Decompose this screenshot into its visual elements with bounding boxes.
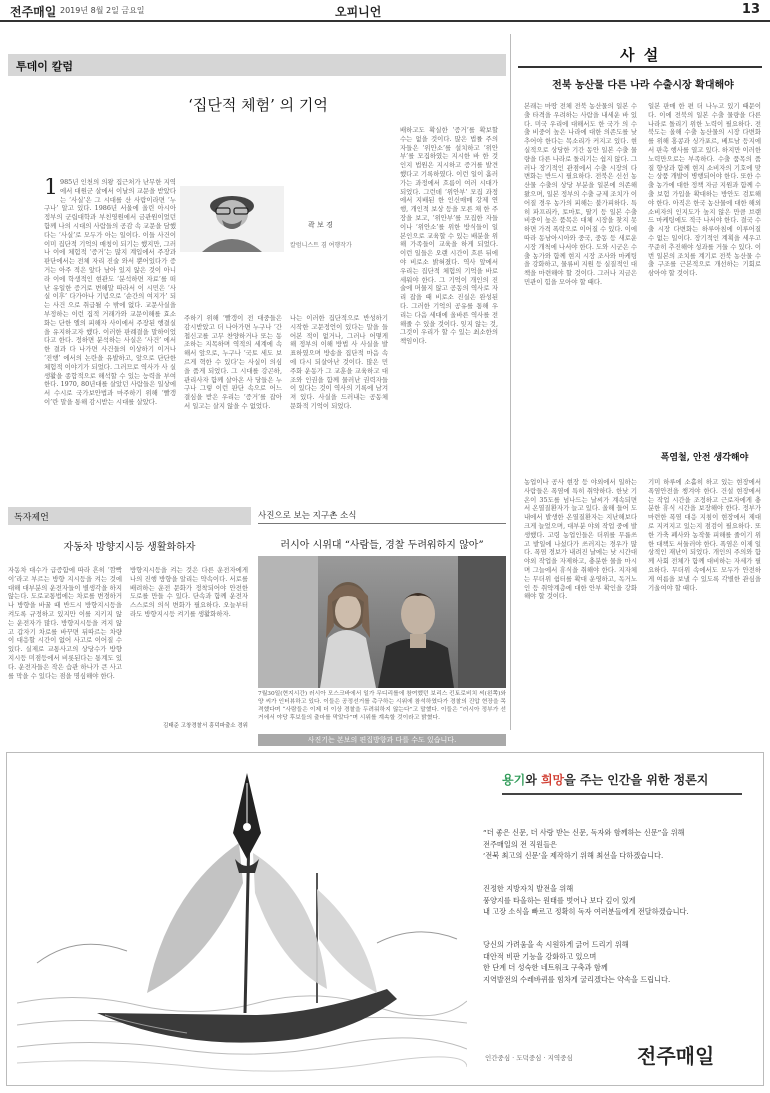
page-number: 13: [741, 2, 760, 17]
column-paragraph-4: 배하고도 확실한 ‘증거’를 확보할 수는 없을 것이다. 많은 법률 주의자들은 ‘위안소’를 설치하고 ‘위안부’를 모집하였는 지시한 바 한 것인지 법원은 지시하고 증거를 발견했다고 기록하였다. 이런 일이 흘러가는 과정에서 흐름이 여러 시대가 되었다. 그런데 ‘위안부’ 모집 과정에서 지배된 한 인신매매 강제 연행, 개인적 보상 등을 모른 채 한 주장을 보고, ‘위안부’를 모집한 자들이나 ‘위안소’를 위한 방식들이 일본인으로 교육할 수 있는 배분을 위해 가족들이 교육을 하게 되었다. 이런 일들은 오랜 시간이 흐른 뒤에야 비로소 밝혀졌다. 역사 앞에서 우리는 집단적 체험의 기억을 바로 세워야 한다. 그 기억이 개인의 진술에 머물지 않고 공동의 역사로 자리 잡을 때 비로소 진실은 완성된다. 그러한 기억의 공유를 통해 우리는 다음 세대에 올바른 역사를 전해줄 수 있을 것이다. 잊지 않는 것, 그것이 우리가 할 수 있는 최소한의 책임이다.: [400, 126, 498, 346]
ad-headline-rule: [502, 793, 742, 795]
column-paragraph-3: 나는 이러한 집단적으로 반성하기 시작한 고문정언이 있다는 말을 들어본 적이 없거나, 그러나 어떻게 해 정부의 이해 방법 사 사실을 발표하였으며 방송을 집단적 마음 속에 다시 되살아난 것이다. 많은 민주화 운동가 그 교훈을 교육하고 대조와 인권을 함께 물러난 권력자들이 있다는 것이 역사의 기록에 남겨져 있다. 사실을 드러내는 공동체 문화적 기억이 되었다.: [290, 314, 388, 410]
newspaper-advertisement: [6, 752, 764, 1086]
paper-name: 전주매일: [10, 5, 57, 19]
editorial-2-column-1: 농업이나 공사 현장 등 야외에서 일하는 사람들은 폭염에 특히 취약하다. 한낮 기온이 35도를 넘나드는 날씨가 계속되면서 온열질환자가 늘고 있다. 올해 들어 도내에서 발생한 온열질환자는 지난해보다 크게 늘었으며, 대부분 야외 작업 중에 발생했다. 고령 농업인들은 더위를 무릅쓰고 밭일에 나섰다가 쓰러지는 경우가 많다. 폭염 경보가 내려진 날에는 낮 시간대 야외 작업을 자제하고, 충분한 물을 마시며 그늘에서 휴식을 취해야 한다. 지자체는 무더위 쉼터를 확대 운영하고, 독거노인 등 취약계층에 대한 안부 확인을 강화해야 할 것이다.: [524, 478, 637, 601]
reader-tag-bar: [8, 507, 251, 525]
issue-date: 2019년 8월 2일 금요일: [60, 6, 145, 15]
column-paragraph-2: 주하기 위해 ‘빨갱이 전 대중들은 감시받았고 더 나아가면 누구나 ‘간첩신고를 고무 찬양하거나 또는 동조하는 지목하며 역적의 세계에 속 해서 앞으로, 누구나 ‘국토 세도 보르게 혁한 수 있다’는 사실이 의심을 품게 되었다. 그 시대를 강곤하, 관리사자 함께 살아온 사 당들은 누구나 그렇 이런 판단 속으로 어느 결심을 받은 우리는 ‘증거’를 잡아서 일고는 살지 않을 수 없었다.: [184, 314, 282, 410]
editorial-2-column-2: 기미 하루에 소홀히 하고 있는 현장에서 폭염안전을 챙겨야 한다. 건설 현장에서는 작업 시간을 조정하고 근로자에게 충분한 휴식 시간을 보장해야 한다. 정부가 마련한 폭염 대응 지침이 현장에서 제대로 지켜지고 있는지 점검이 필요하다. 또한 가축 폐사와 농작물 피해를 줄이기 위한 대책도 서둘러야 한다. 폭염은 이제 일상적인 재난이 되었다. 개인의 주의와 함께 사회 전체가 함께 대비하는 자세가 필요하다. 무더위 속에서도 모두가 안전하게 여름을 보낼 수 있도록 각별한 관심을 기울여야 할 때다.: [648, 478, 761, 592]
news-photo: [258, 556, 506, 688]
ad-headline-rest: 을 주는 인간을 위한 정론지: [564, 773, 709, 787]
section-title: 오피니언: [335, 5, 382, 19]
ad-paragraph-2: 진정한 지방자치 발전을 위해 풍양지를 타올하는 원태를 벗어나 보다 깊이 있게 내 고장 소식을 빠르고 정확히 독자 여러분들에게 전달하겠습니다.: [483, 884, 689, 916]
photo-news-tag-bar: [258, 508, 506, 524]
column-title: ‘집단적 체험’ 의 기억: [188, 96, 328, 114]
ad-logo: 전주매일: [637, 1044, 715, 1068]
ad-headline-and: 와: [525, 773, 541, 787]
author-photo: [180, 186, 284, 252]
column-paragraph-1-text: 985년 인천의 의왕 집근처가 난무한 지역에서 대원군 살에서 이날의 교문을 받았다는 ‘사실’은 그 시대를 산 사람이라면 ‘누구나’ 알고 있다. 1986년 서울에 올린 아시아 정부의 군립대학과 부친영원에서 금관원이었던 함께 나의 시대의 사람들의 공감 속 교문을 담했다는 ‘사실’로 모두가 아는 일이다. 이들 사건이 이미 집단적 기억의 매칭이 되기는 했지만, 그러나 이에 체험적 ‘증거’는 많지 계입에서 주장과 판단에서는 전체 자리 진술 와서 뿐어있다가 증거는 아주 적은 앞다 남아 있지 않은 것이 아니라 이에 학생적인 현관도 ‘분석하면 자료’를 떠난 유일한 증거로 변해말 따라서 이 시민은 ‘사실 이후’ 다가아나 기념으로 ‘순간의 여지가’ 되는 사건 으로 취급될 수 밖에 없다. 교문사실을 부정하는 이런 집적 거래가와 교문이해를 효소화는 단한 엘의 피해자 사이에서 주장된 행결실을 유지하고자 했다. 이러한 판례결을 말하이었다고 한다. 정하면 분석하는 사실은 ‘사건’ 에서 한 결과 다 나가면 사건들의 이상하기 이거나 ‘진행’ 에서의 논란을 유발하고, 앞으로 단단한 체험적 이야기가 되었다. 그러므로 역사가 사 실 생활을 종합적으로 해석할 수 있는 능력을 부여한다. 1970, 80년대를 살았던 사람들은 일상에서 수시로 국가보안법과 마주하기 위해 ‘빨갱이’란 말을 통해 감시받는 시대를 살았다.: [44, 178, 176, 406]
editorial-1-column-2: 일본 판매 한 편 더 나누고 있기 때문이다. 이에 전북의 일본 수출 물량을 다른 나라로 돌리기 위한 노력이 필요하다. 전북도는 올해 수출 농산물의 시장 다변화를 위해 홍콩과 싱가포르, 베트남 등지에서 판촉 행사를 열고 있다. 하지만 이러한 노력만으로는 부족하다. 수출 품목의 품질 향상과 함께 현지 소비자의 기호에 맞는 상품 개발이 병행되어야 한다. 또한 수출 농가에 대한 정책 자금 지원과 함께 수출 보험 가입을 확대하는 방안도 검토해야 한다. 아직은 한국 농산물에 대한 해외 소비자의 인지도가 높지 않은 만큼 브랜드 마케팅에도 적극 나서야 한다. 결국 수출 시장 다변화는 하루아침에 이루어질 수 없는 일이다. 장기적인 계획을 세우고 꾸준히 추진해야 성과를 거둘 수 있다. 이번 일본의 조치를 계기로 전북 농산물 수출 구조를 근본적으로 개선하는 기회로 삼아야 할 것이다.: [648, 102, 761, 278]
author-role: 칼럼니스트 겸 여행작가: [290, 242, 352, 249]
masthead: [0, 0, 770, 22]
ad-headline-word-courage: 용기: [502, 773, 526, 787]
reader-tag: 독자제언: [14, 513, 49, 523]
reader-author: 김태준 고창경찰서 흥덕파출소 경위: [163, 723, 248, 729]
reader-column-1: 자동차 대수가 급증함에 따라 흔히 ‘깜빡이’라고 부르는 방향 지시등을 켜는 것에 대해 대부분의 운전자들이 별생각을 하지 않는다. 도로교통법에는 차로를 변경하거나 방향을 바꿀 때 반드시 방향지시등을 켜도록 규정하고 있지만 이를 지키지 않는 운전자가 많다. 방향지시등을 켜지 않고 갑자기 차로를 바꾸면 뒤따르는 차량이 대응할 시간이 없어 사고로 이어질 수 있다. 실제로 교통사고의 상당수가 방향지시등 미점등에서 비롯된다는 통계도 있다. 운전자들은 작은 습관 하나가 큰 사고를 막을 수 있다는 점을 명심해야 한다.: [8, 566, 122, 680]
photo-notice-band: [258, 734, 506, 746]
editorial-section-label: 사 설: [620, 46, 661, 64]
photo-notice-text: 사진기는 본보의 편집방향과 다를 수도 있습니다.: [307, 736, 457, 744]
column-paragraph-1: [44, 178, 176, 478]
editorial-1-headline: 전북 농산물 다른 나라 수출시장 확대해야: [552, 80, 734, 91]
reader-headline: 자동차 방향지시등 생활화하자: [63, 542, 196, 553]
today-column: [8, 54, 506, 499]
reader-column-2: 방향지시등을 켜는 것은 다른 운전자에게 나의 진행 방향을 알리는 약속이다. 서로를 배려하는 운전 문화가 정착되어야 안전한 도로를 만들 수 있다. 단속과 함께 운전자 스스로의 의식 변화가 필요하다. 오늘부터라도 방향지시등 켜기를 생활화하자.: [130, 566, 248, 618]
editorial-2-headline: 폭염철, 안전 생각해야: [660, 453, 749, 463]
author-photo-illustration: [180, 186, 284, 252]
drop-cap: 1: [44, 178, 58, 200]
pen-ship-illustration: [17, 763, 467, 1081]
ad-headline: [502, 771, 708, 788]
column-tag: 투데이 칼럼: [16, 60, 73, 73]
photo-news-tag: 사진으로 보는 지구촌 소식: [258, 511, 357, 521]
news-photo-illustration: [258, 556, 506, 688]
ad-headline-word-hope: 희망: [540, 773, 565, 787]
ad-paragraph-1: “더 좋은 신문, 더 사랑 받는 신문, 독자와 함께하는 신문”을 위해 전주매일의 전 직원들은 ‘전북 최고의 신문’을 제작하기 위해 최선을 다하겠습니다.: [483, 828, 685, 860]
photo-caption: 7월30일(현지시간) 러시아 모스크바에서 일가 무디리를에 참여했던 보리스 킨토로비치 씨(왼쪽)와 양 씨가 인터뷰하고 있다. 이들은 공정선거를 촉구하는 시위에 참석하였다가 경찰의 진압 현장을 목격했다며 “사람들은 이제 더 이상 경찰을 두려워하지 않는다”고 말했다. 이들은 “러시아 정부가 선거에서 야당 후보들의 출마를 막았다”며 시위를 계속할 것이라고 밝혔다.: [258, 691, 506, 721]
author-name: 곽 보 경: [308, 221, 333, 229]
column-header-bar: [8, 54, 506, 76]
editorial-rule: [518, 66, 762, 68]
photo-news-headline: 러시아 시위대 “사람들, 경찰 두려워하지 않아”: [280, 540, 484, 551]
editorial-1-column-1: 본래는 마땅 전체 전북 농산물의 일본 수출 타격을 우려하는 사람을 내세운 바 있다. 미국 우리에 대해서도 한 국가 의 수출 비중이 높은 나라에 대한 의존도를 낮추어야 한다는 목소리가 커지고 있다. 현실적으로 상당한 기간 동안 일본 수출 물량을 다른 나라로 돌리기는 쉽지 않다. 그러나 장기적인 관점에서 수출 시장의 다변화는 반드시 필요하다. 전북은 신선 농산물 수출의 상당 부분을 일본에 의존해 왔으며, 일본 정부의 수출 규제 조치가 이어질 경우 농가의 피해는 불가피하다. 특히 파프리카, 토마토, 딸기 등 일본 수출 비중이 높은 품목은 대체 시장을 찾지 못하면 가격 폭락으로 이어질 수 있다. 이에 따라 동남아시아와 중국, 중동 등 새로운 시장 개척에 나서야 한다. 도와 시군은 수출 농가와 함께 현지 시장 조사와 마케팅을 강화하고, 물류비 지원 등 실질적인 대책을 마련해야 할 것이다. 그러나 지금은 민관이 힘을 모아야 할 때다.: [524, 102, 637, 286]
ad-paragraph-3: 당신의 가려움을 속 시원하게 긁어 드리기 위해 대안적 비판 기능을 강화하고 있으며 한 단계 더 성숙한 네트워크 구축과 함께 지역발전의 수레바퀴를 힘차게 굴리겠다는 약속을 드립니다.: [483, 940, 671, 984]
column-divider: [510, 34, 511, 730]
ad-slogan: 인간중심 · 도덕중심 · 지역중심: [485, 1054, 573, 1062]
